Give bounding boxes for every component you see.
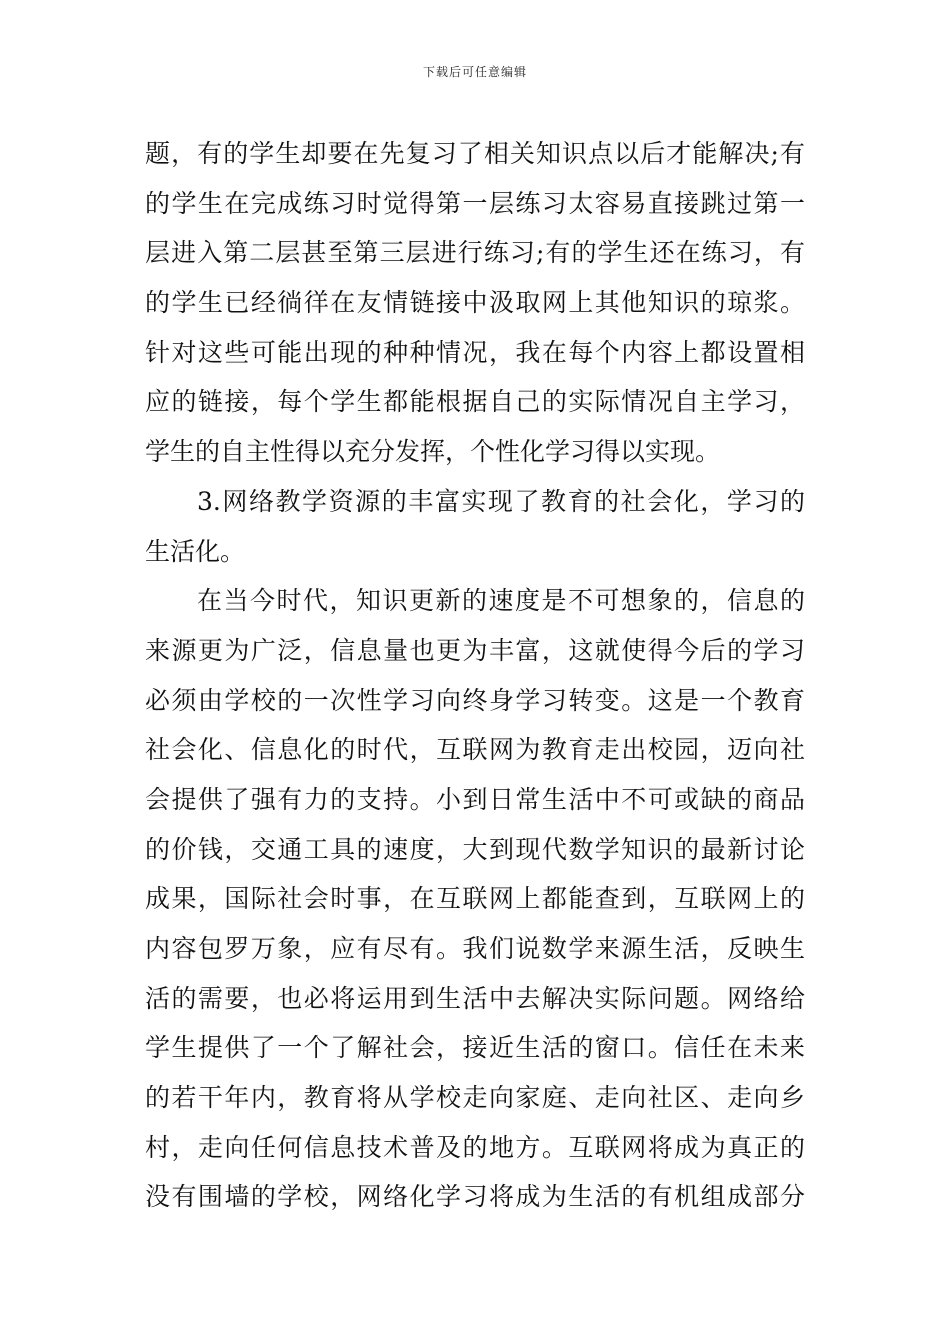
text-line: 层进入第二层甚至第三层进行练习;有的学生还在练习，有 xyxy=(145,238,805,268)
text-line: 来源更为广泛，信息量也更为丰富，这就使得今后的学习 xyxy=(145,635,805,665)
text-line: 必须由学校的一次性学习向终身学习转变。这是一个教育 xyxy=(145,685,805,715)
text-line: 题，有的学生却要在先复习了相关知识点以后才能解决;有 xyxy=(145,139,805,168)
section-heading-line: 生活化。 xyxy=(145,536,246,566)
text-line: 村，走向任何信息技术普及的地方。互联网将成为真正的 xyxy=(145,1132,805,1162)
document-body xyxy=(145,129,805,1222)
text-line: 学生提供了一个了解社会，接近生活的窗口。信任在未来 xyxy=(145,1033,805,1063)
text-line: 应的链接，每个学生都能根据自己的实际情况自主学习， xyxy=(145,387,805,417)
text-line: 的若干年内，教育将从学校走向家庭、走向社区、走向乡 xyxy=(145,1083,805,1113)
text-line: 学生的自主性得以充分发挥，个性化学习得以实现。 xyxy=(145,437,721,467)
text-line: 没有围墙的学校，网络化学习将成为生活的有机组成部分 xyxy=(145,1182,805,1212)
text-line: 在当今时代，知识更新的速度是不可想象的，信息的 xyxy=(197,586,805,616)
text-line: 内容包罗万象，应有尽有。我们说数学来源生活，反映生 xyxy=(145,934,805,963)
text-line: 的学生在完成练习时觉得第一层练习太容易直接跳过第一 xyxy=(145,188,805,218)
text-line: 的价钱，交通工具的速度，大到现代数学知识的最新讨论 xyxy=(145,834,805,864)
section-heading-line: 3.网络教学资源的丰富实现了教育的社会化，学习的 xyxy=(197,486,805,516)
text-line: 针对这些可能出现的种种情况，我在每个内容上都设置相 xyxy=(145,337,805,367)
text-line: 的学生已经徜徉在友情链接中汲取网上其他知识的琼浆。 xyxy=(145,288,805,318)
text-line: 活的需要，也必将运用到生活中去解决实际问题。网络给 xyxy=(145,983,805,1013)
text-line: 社会化、信息化的时代，互联网为教育走出校园，迈向社 xyxy=(145,735,805,765)
text-line: 会提供了强有力的支持。小到日常生活中不可或缺的商品 xyxy=(145,784,805,814)
page-header: 下载后可任意编辑 xyxy=(422,65,527,79)
text-line: 成果，国际社会时事，在互联网上都能查到，互联网上的 xyxy=(145,884,805,914)
